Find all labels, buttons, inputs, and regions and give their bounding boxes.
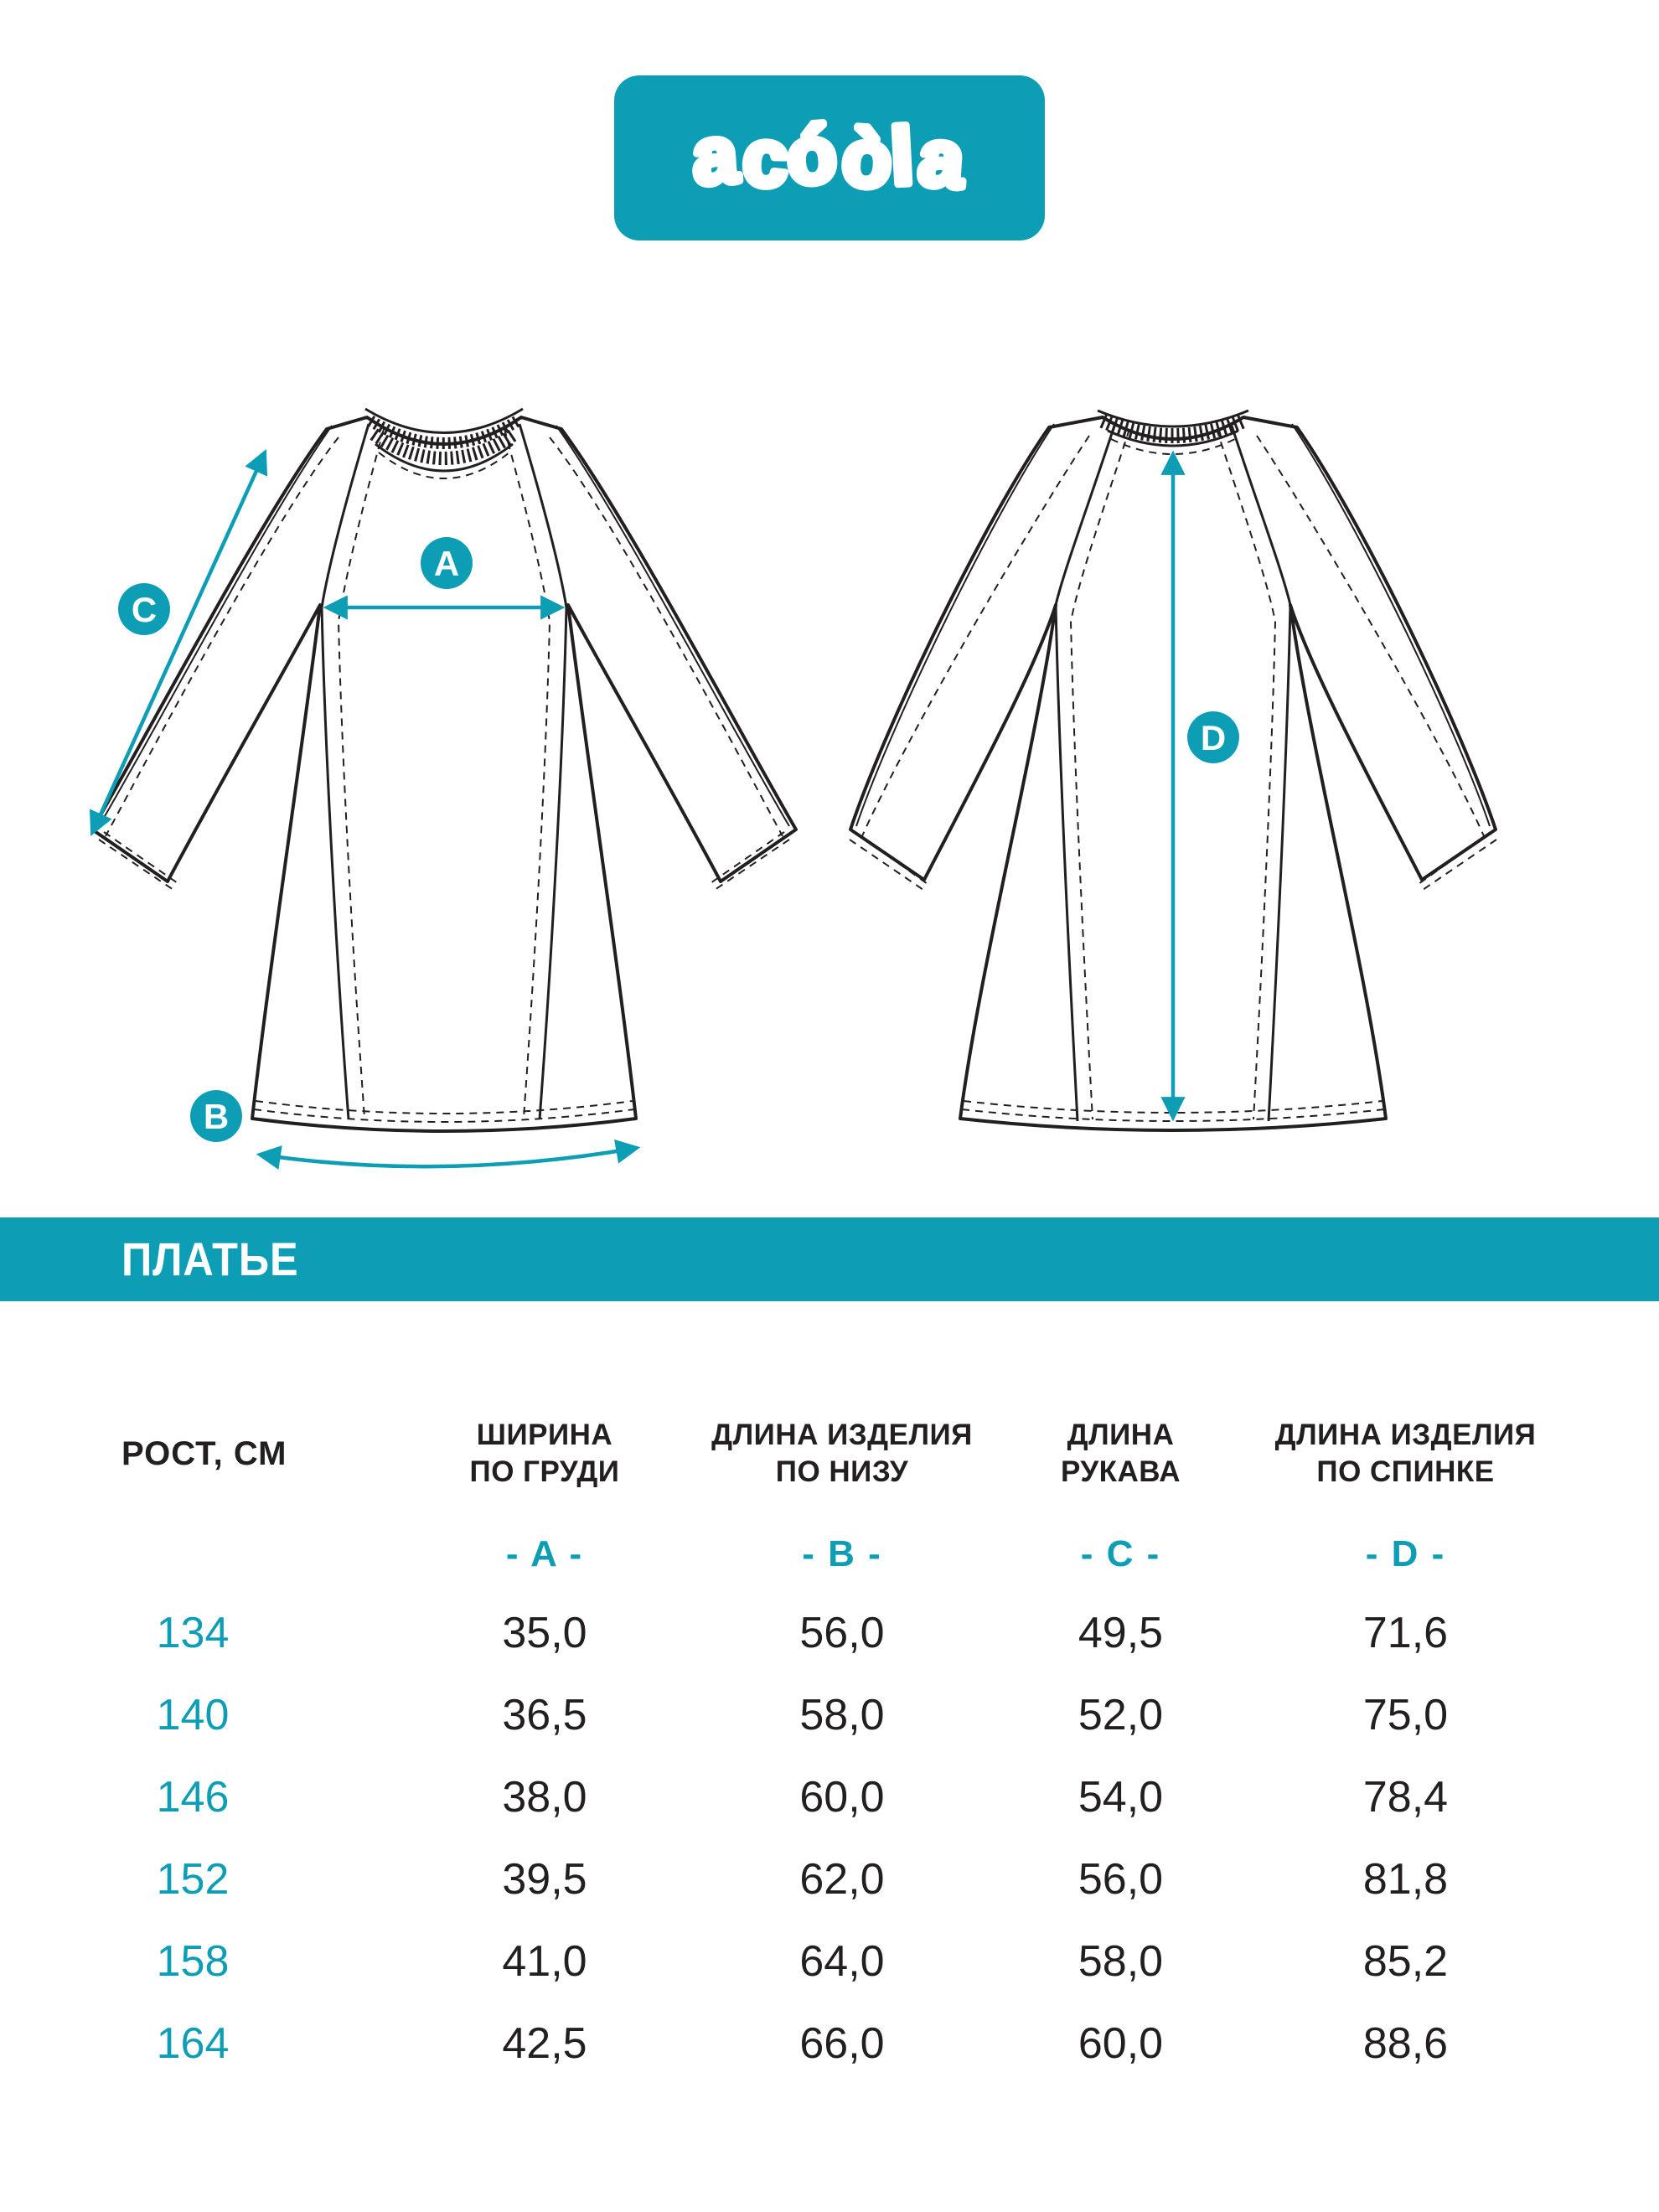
cell-height: 164 xyxy=(156,2019,230,2068)
dress-front-drawing xyxy=(50,377,804,1215)
cell-a: 35,0 xyxy=(502,1609,587,1657)
section-banner xyxy=(0,1217,1659,1301)
measurement-arrow-b xyxy=(260,1148,637,1166)
cell-a: 36,5 xyxy=(502,1691,587,1739)
cell-c: 52,0 xyxy=(1078,1691,1164,1739)
cell-b: 64,0 xyxy=(799,1937,885,1986)
acoola-logo xyxy=(614,75,1045,240)
table-row xyxy=(0,1592,1659,1674)
cell-height: 158 xyxy=(156,1937,230,1986)
cell-b: 62,0 xyxy=(799,1855,885,1904)
table-row xyxy=(0,1756,1659,1838)
cell-height: 140 xyxy=(156,1691,230,1739)
section-title: ПЛАТЬЕ xyxy=(121,1233,299,1285)
cell-d: 88,6 xyxy=(1362,2019,1449,2068)
column-header-height: РОСТ, СМ xyxy=(121,1434,287,1472)
dress-back-drawing xyxy=(838,377,1592,1215)
cell-d: 81,8 xyxy=(1362,1855,1449,1904)
letter-a: - A - xyxy=(505,1533,584,1574)
cell-a: 39,5 xyxy=(502,1855,587,1904)
cell-d: 71,6 xyxy=(1362,1609,1449,1657)
letter-c: - C - xyxy=(1080,1533,1161,1574)
cell-a: 38,0 xyxy=(502,1773,587,1822)
svg-text:A: A xyxy=(433,544,460,583)
table-header-row xyxy=(0,1391,1659,1517)
letter-d: - D - xyxy=(1365,1533,1446,1574)
column-header-b: ДЛИНА ИЗДЕЛИЯ ПО НИЗУ xyxy=(711,1419,973,1488)
cell-c: 49,5 xyxy=(1078,1609,1164,1657)
cell-b: 56,0 xyxy=(799,1609,885,1657)
front-dress-outline xyxy=(92,417,796,1131)
cell-c: 56,0 xyxy=(1078,1855,1164,1904)
measurement-label-a xyxy=(421,537,473,589)
table-row xyxy=(0,1674,1659,1756)
measurement-label-c xyxy=(118,583,170,635)
cell-height: 146 xyxy=(156,1773,230,1822)
svg-text:D: D xyxy=(1200,718,1227,757)
cell-height: 152 xyxy=(156,1855,230,1904)
table-row xyxy=(0,1838,1659,1920)
svg-text:B: B xyxy=(203,1097,230,1136)
cell-c: 60,0 xyxy=(1078,2019,1164,2068)
cell-d: 85,2 xyxy=(1362,1937,1449,1986)
measurement-label-b xyxy=(190,1090,242,1142)
cell-a: 42,5 xyxy=(502,2019,587,2068)
cell-c: 54,0 xyxy=(1078,1773,1164,1822)
logo-wordmark: acóòla xyxy=(689,108,969,206)
cell-b: 66,0 xyxy=(799,2019,885,2068)
column-header-c: ДЛИНА РУКАВА xyxy=(1060,1419,1181,1488)
table-letter-row xyxy=(0,1517,1659,1592)
column-header-d: ДЛИНА ИЗДЕЛИЯ ПО СПИНКЕ xyxy=(1274,1419,1537,1488)
table-row xyxy=(0,2003,1659,2085)
size-table xyxy=(0,1391,1659,2085)
cell-d: 78,4 xyxy=(1362,1773,1449,1822)
cell-a: 41,0 xyxy=(502,1937,587,1986)
svg-text:C: C xyxy=(131,590,158,629)
cell-c: 58,0 xyxy=(1078,1937,1164,1986)
column-header-a: ШИРИНА ПО ГРУДИ xyxy=(469,1419,620,1488)
table-row xyxy=(0,1920,1659,2003)
cell-d: 75,0 xyxy=(1362,1691,1449,1739)
cell-height: 134 xyxy=(156,1609,230,1657)
measurement-label-d xyxy=(1187,711,1239,763)
letter-b: - B - xyxy=(802,1533,882,1574)
cell-b: 58,0 xyxy=(799,1691,885,1739)
cell-b: 60,0 xyxy=(799,1773,885,1822)
